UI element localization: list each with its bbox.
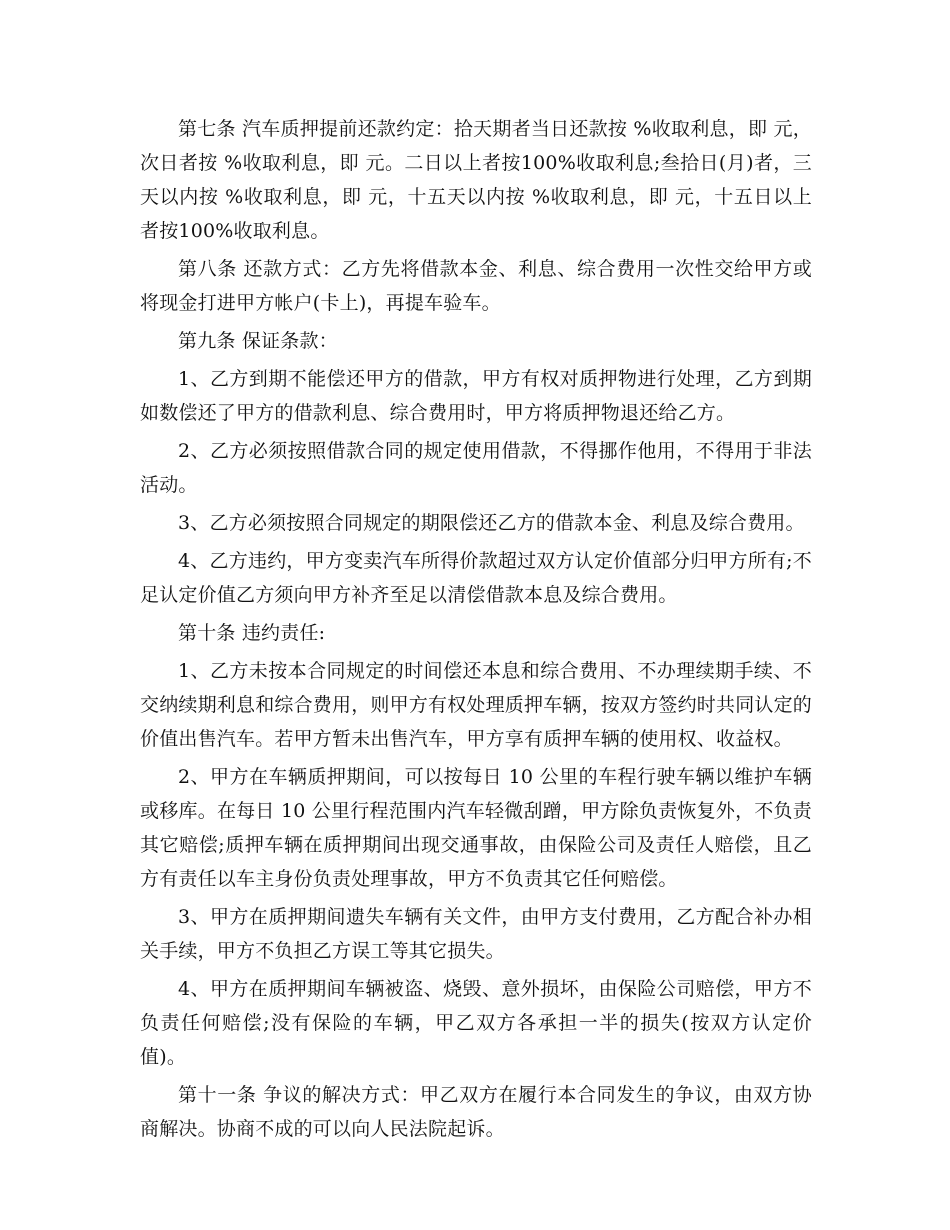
clause-9-item-4: 4、乙方违约，甲方变卖汽车所得价款超过双方认定价值部分归甲方所有;不足认定价值乙方须向甲方补齐至足以清偿借款本息及综合费用。	[140, 550, 812, 606]
clause-10-item-2: 2、甲方在车辆质押期间，可以按每日 10 公里的车程行驶车辆以维护车辆或移库。在每日 10 公里行程范围内汽车轻微刮蹭，甲方除负责恢复外，不负责其它赔偿;质押车辆在质押期间出现交通事故，由保险公司及责任人赔偿，且乙方有责任以车主身份负责处理事故，甲方不负责其它任何赔偿。	[140, 766, 812, 890]
clause-9-item-1: 1、乙方到期不能偿还甲方的借款，甲方有权对质押物进行处理，乙方到期如数偿还了甲方的借款利息、综合费用时，甲方将质押物退还给乙方。	[140, 368, 812, 424]
clause-8-repayment-method: 第八条 还款方式：乙方先将借款本金、利息、综合费用一次性交给甲方或将现金打进甲方帐户(卡上)，再提车验车。	[140, 258, 812, 314]
clause-7-early-repayment: 第七条 汽车质押提前还款约定：拾天期者当日还款按 %收取利息，即 元，次日者按 %收取利息，即 元。二日以上者按100%收取利息;叁拾日(月)者，三天以内按 %收取利息，即 元，十五天以内按 %收取利息，即 元，十五日以上者按100%收取利息。	[140, 118, 812, 242]
clause-10-item-1: 1、乙方未按本合同规定的时间偿还本息和综合费用、不办理续期手续、不交纳续期利息和综合费用，则甲方有权处理质押车辆，按双方签约时共同认定的价值出售汽车。若甲方暂未出售汽车，甲方享有质押车辆的使用权、收益权。	[140, 660, 813, 750]
clause-10-heading: 第十条 违约责任:	[178, 622, 326, 644]
clause-10-item-3: 3、甲方在质押期间遗失车辆有关文件，由甲方支付费用，乙方配合补办相关手续，甲方不负担乙方误工等其它损失。	[140, 906, 812, 962]
document-page	[140, 112, 812, 1150]
clause-11-dispute-resolution: 第十一条 争议的解决方式：甲乙双方在履行本合同发生的争议，由双方协商解决。协商不成的可以向人民法院起诉。	[140, 1084, 812, 1140]
clause-9-item-2: 2、乙方必须按照借款合同的规定使用借款，不得挪作他用，不得用于非法活动。	[140, 440, 812, 496]
clause-9-item-3: 3、乙方必须按照合同规定的期限偿还乙方的借款本金、利息及综合费用。	[178, 512, 805, 534]
clause-9-heading: 第九条 保证条款：	[178, 330, 338, 352]
clause-10-item-4: 4、甲方在质押期间车辆被盗、烧毁、意外损坏，由保险公司赔偿，甲方不负责任何赔偿;没有保险的车辆，甲乙双方各承担一半的损失(按双方认定价值)。	[140, 978, 812, 1068]
